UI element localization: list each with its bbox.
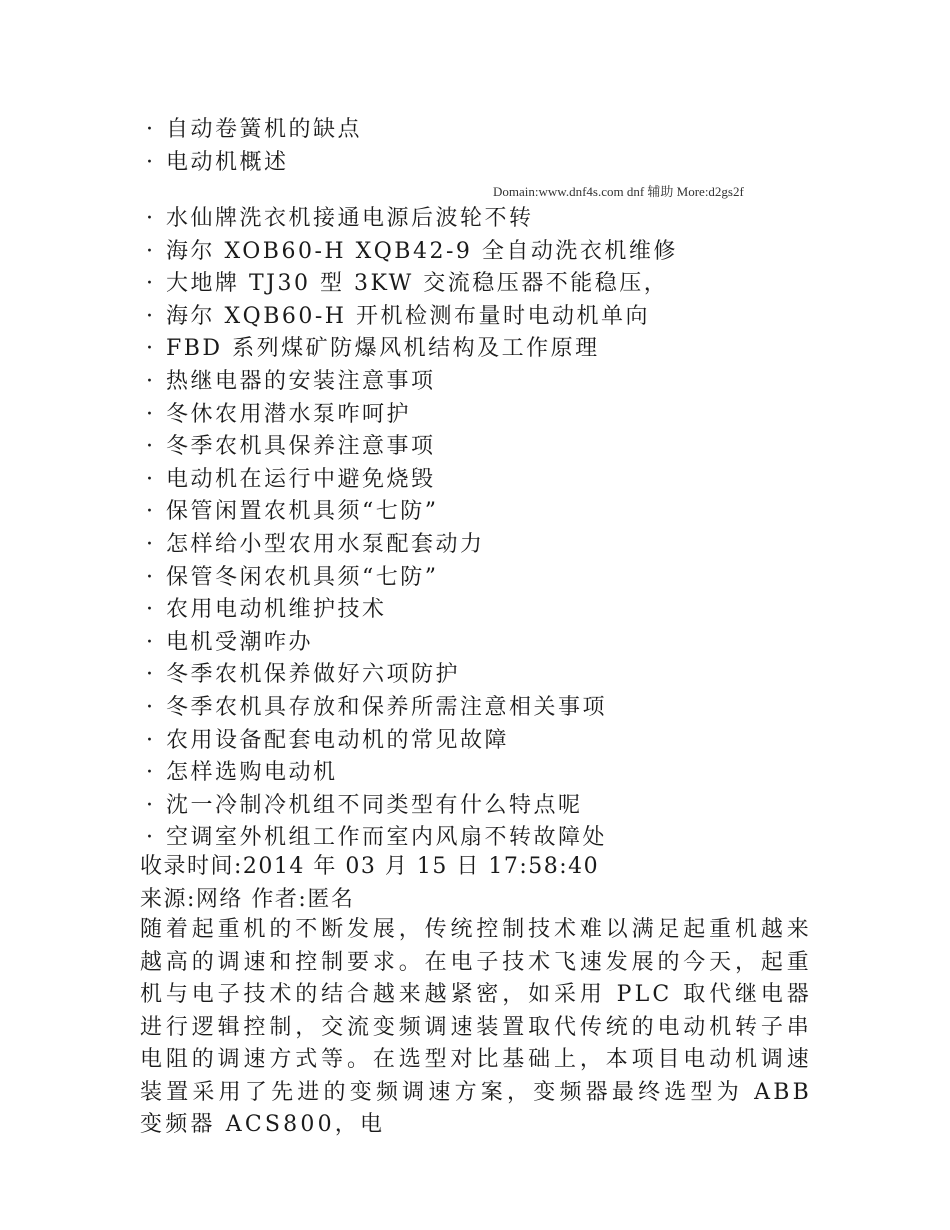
link-text[interactable]: 海尔 XQB60-H 开机检测布量时电动机单向 <box>166 303 650 329</box>
list-item[interactable] <box>146 659 846 692</box>
link-text[interactable]: 冬季农机具存放和保养所需注意相关事项 <box>166 694 608 720</box>
bullet: · <box>146 564 156 590</box>
list-item[interactable] <box>146 496 846 529</box>
bullet: · <box>146 727 156 753</box>
list-item[interactable] <box>146 147 846 180</box>
bullet: · <box>146 303 156 329</box>
bullet: · <box>146 238 156 264</box>
bullet: · <box>146 694 156 720</box>
link-text[interactable]: 保管闲置农机具须“七防” <box>166 499 439 525</box>
link-text[interactable]: 怎样选购电动机 <box>166 760 338 786</box>
list-item[interactable] <box>146 236 846 269</box>
bullet: · <box>146 117 156 142</box>
list-item[interactable] <box>146 627 846 660</box>
list-item[interactable] <box>146 114 846 147</box>
bullet: · <box>146 434 156 460</box>
list-item[interactable] <box>146 562 846 595</box>
related-links <box>146 203 846 855</box>
list-item[interactable] <box>146 366 846 399</box>
source-author: 来源:网络 作者:匿名 <box>140 887 355 912</box>
bullet: · <box>146 499 156 525</box>
bullet: · <box>146 760 156 786</box>
link-text[interactable]: 冬季农机保养做好六项防护 <box>166 662 461 688</box>
bullet: · <box>146 531 156 557</box>
bullet: · <box>146 662 156 688</box>
list-item[interactable] <box>146 333 846 366</box>
list-item[interactable] <box>146 464 846 497</box>
bullet: · <box>146 401 156 427</box>
list-item[interactable] <box>146 301 846 334</box>
link-text[interactable]: 电动机在运行中避免烧毁 <box>166 466 436 492</box>
link-text[interactable]: 冬季农机具保养注意事项 <box>166 434 436 460</box>
list-item[interactable] <box>146 529 846 562</box>
list-item[interactable] <box>146 692 846 725</box>
list-item[interactable] <box>146 757 846 790</box>
bullet: · <box>146 271 156 297</box>
link-text[interactable]: 冬休农用潜水泵咋呵护 <box>166 401 412 427</box>
list-item[interactable] <box>146 725 846 758</box>
watermark-text: Domain:www.dnf4s.com dnf 辅助 More:d2gs2f <box>493 184 744 199</box>
collected-time: 收录时间:2014 年 03 月 15 日 17:58:40 <box>140 854 600 879</box>
bullet: · <box>146 629 156 655</box>
list-item[interactable] <box>146 594 846 627</box>
bullet: · <box>146 368 156 394</box>
link-text[interactable]: 空调室外机组工作而室内风扇不转故障处 <box>166 825 608 851</box>
link-text[interactable]: 农用设备配套电动机的常见故障 <box>166 727 510 753</box>
link-text[interactable]: 电动机概述 <box>166 149 289 175</box>
bullet: · <box>146 466 156 492</box>
link-text[interactable]: 农用电动机维护技术 <box>166 597 387 623</box>
link-text[interactable]: 怎样给小型农用水泵配套动力 <box>166 531 485 557</box>
list-item[interactable] <box>146 203 846 236</box>
bullet: · <box>146 825 156 851</box>
link-text[interactable]: 大地牌 TJ30 型 3KW 交流稳压器不能稳压， <box>166 271 669 297</box>
bullet: · <box>146 336 156 362</box>
list-item[interactable] <box>146 790 846 823</box>
link-text[interactable]: 海尔 XOB60-H XQB42-9 全自动洗衣机维修 <box>166 238 678 264</box>
list-item[interactable] <box>146 431 846 464</box>
list-item[interactable] <box>146 399 846 432</box>
link-text[interactable]: 电机受潮咋办 <box>166 629 314 655</box>
link-text[interactable]: 热继电器的安装注意事项 <box>166 368 436 394</box>
bullet: · <box>146 206 156 231</box>
bullet: · <box>146 792 156 818</box>
related-links-top <box>146 114 846 179</box>
link-text[interactable]: 自动卷簧机的缺点 <box>166 117 363 142</box>
article-body: 随着起重机的不断发展，传统控制技术难以满足起重机越来越高的调速和控制要求。在电子技术飞速发展的今天，起重机与电子技术的结合越来越紧密，如采用 PLC 取代继电器进行逻辑控制，交流变频调速装置取代传统的电动机转子串电阻的调速方式等。在选型对比基础上，本项目电动机调速装置采用了先进的变频调速方案，变频器最终选型为 ABB 变频器 ACS800，电 <box>140 917 812 1137</box>
link-text[interactable]: 沈一冷制冷机组不同类型有什么特点呢 <box>166 792 583 818</box>
link-text[interactable]: FBD 系列煤矿防爆风机结构及工作原理 <box>166 336 600 362</box>
link-text[interactable]: 水仙牌洗衣机接通电源后波轮不转 <box>166 206 534 231</box>
link-text[interactable]: 保管冬闲农机具须“七防” <box>166 564 439 590</box>
bullet: · <box>146 597 156 623</box>
bullet: · <box>146 149 156 175</box>
list-item[interactable] <box>146 268 846 301</box>
